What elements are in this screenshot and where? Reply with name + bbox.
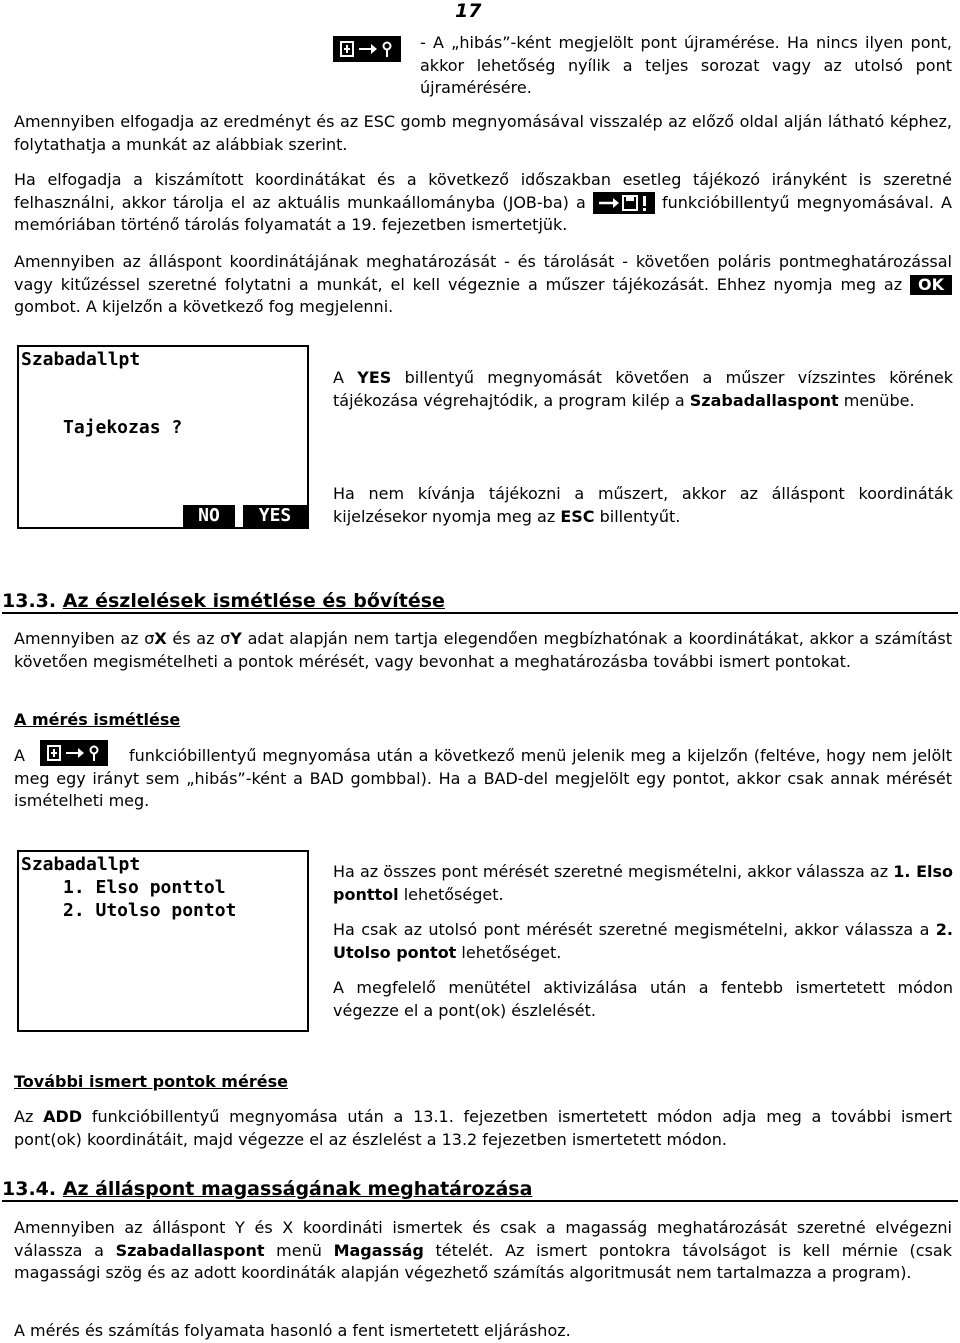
text: tételét. Az ismert pontokra távolságot is kell mérnie (csak magassági szög és az adott koordináták alapján végezhető számítás algoritmusát nem tartalmazza a program). xyxy=(14,1240,952,1282)
text: menü xyxy=(276,1240,322,1260)
paragraph-accept-result: Amennyiben elfogadja az eredményt és az ESC gomb megnyomásával visszalép az előző oldal alján látható képhez, folytathatja a munkát az alábbiak szerint. xyxy=(14,112,952,154)
text: A xyxy=(333,368,344,387)
add-key-label: ADD xyxy=(43,1107,83,1126)
option-label: 1. Elso ponttol xyxy=(333,862,953,904)
menu-name: Szabadallaspont xyxy=(115,1240,265,1260)
text: Amennyiben az álláspont Y és X koordináti ismertek és csak a magasság meghatározását szeretné elvégezni válassza a xyxy=(14,1218,952,1260)
paragraph-orientation xyxy=(14,251,952,319)
menu-option-last-point[interactable]: 2. Utolso pontot xyxy=(63,900,237,921)
section-number: 13.3. xyxy=(2,590,57,612)
text: billentyű megnyomását követően a műszer vízszintes körének tájékozása végrehajtódik, a program kilép a xyxy=(333,368,953,410)
screen-title: Szabadallpt xyxy=(21,854,141,875)
section-rule xyxy=(2,612,958,614)
yes-softkey[interactable]: YES xyxy=(243,505,307,527)
text: menübe. xyxy=(843,390,915,410)
menu-name: Szabadallaspont xyxy=(689,390,839,410)
option-label: 2. Utolso pontot xyxy=(333,920,953,962)
retake-item: - A „hibás”-ként megjelölt pont újramérése. Ha nincs ilyen pont, akkor lehetőség nyílik a teljes sorozat vagy az utolsó pont újramérésére. xyxy=(420,33,952,97)
section-title: Az észlelések ismétlése és bővítése xyxy=(62,590,445,612)
text: billentyűt. xyxy=(599,506,681,526)
menu-item-name: Magasság xyxy=(333,1240,424,1260)
para3-after: gombot. A kijelzőn a következő fog megjelenni. xyxy=(14,297,394,316)
text: adat alapján nem tartja elegendően megbízhatónak a koordinátákat, akkor a számítást követően megismételheti a pontok mérését, vagy bevonhat a meghatározásba további ismert pontokat. xyxy=(14,629,952,671)
display-screen-orientation xyxy=(17,345,309,529)
text: funkcióbillentyű megnyomása után a következő menü jelenik meg a kijelzőn (feltéve, hogy nem jelölt meg egy irányt sem „hibás”-ként a BAD gombbal). Ha a BAD-del megjelölt egy pontot, akkor csak annak mérését ismételheti meg. xyxy=(14,746,952,810)
paragraph-store-coordinates xyxy=(14,169,952,237)
text: Ha az összes pont mérését szeretné megismételni, akkor válassza az xyxy=(333,862,889,881)
subheading-more-points: További ismert pontok mérése xyxy=(14,1072,288,1091)
display-screen-repeat-menu xyxy=(17,850,309,1032)
para3-before: Amennyiben az álláspont koordinátájának meghatározását - és tárolását - követően poláris pontmeghatározással vagy kitűzéssel szeretné folytatni a munkát, el kell végeznie a műszer tájékozását. Ehhez nyomja meg az xyxy=(14,252,952,294)
paragraph-repeat-menu xyxy=(14,745,952,813)
sigma-y-label: Y xyxy=(230,629,242,648)
para2-after: funkcióbillentyű megnyomásával. A memóriában történő tárolás folyamatát a 19. fejezetben ismertetjük. xyxy=(14,192,952,234)
esc-key-label: ESC xyxy=(560,506,595,526)
page-number: 17 xyxy=(455,0,482,22)
paragraph-procedure: A mérés és számítás folyamata hasonló a fent ismertetett eljáráshoz. xyxy=(14,1321,571,1340)
yes-key-label: YES xyxy=(357,368,392,387)
section-number: 13.4. xyxy=(2,1178,57,1200)
text: és az xyxy=(172,629,215,648)
store-arrow-key-icon xyxy=(593,192,655,214)
paragraph-height-determination xyxy=(14,1217,952,1285)
subheading-repeat-measurement: A mérés ismétlése xyxy=(14,710,181,729)
screen-question: Tajekozas ? xyxy=(63,417,183,438)
activation-explanation: A megfelelő menütétel aktivizálása után a fentebb ismertetett módon végezze el a pont(ok) észlelését. xyxy=(333,978,953,1020)
screen-title: Szabadallpt xyxy=(21,349,141,370)
esc-explanation xyxy=(333,483,953,528)
option1-explanation xyxy=(333,861,953,906)
option2-explanation xyxy=(333,919,953,964)
text: Ha csak az utolsó pont mérését szeretné megismételni, akkor válassza a xyxy=(333,920,930,939)
yes-explanation xyxy=(333,367,953,412)
text: funkcióbillentyű megnyomása után a 13.1. fejezetben ismertetett módon adja meg a további ismert pont(ok) koordinátáit, majd végezze el az észlelést a 13.2 fejezetben ismertetett módon. xyxy=(14,1107,953,1149)
para2-before: Ha elfogadja a kiszámított koordinátákat és a következő időszakban esetleg tájékozó irányként is szeretné felhasználni, akkor tárolja el az aktuális munkaállományba (JOB-ba) a xyxy=(14,170,952,212)
measure-point-key-icon xyxy=(333,36,401,62)
section-heading-13-4 xyxy=(2,1178,532,1200)
section-rule xyxy=(2,1200,958,1202)
paragraph-add-points xyxy=(14,1106,952,1151)
sigma-symbol: σ xyxy=(220,629,231,648)
text: lehetőséget. xyxy=(461,942,562,962)
section-heading-13-3 xyxy=(2,590,445,612)
section-title: Az álláspont magasságának meghatározása xyxy=(62,1178,533,1200)
text: A xyxy=(14,746,25,765)
text: Amennyiben az xyxy=(14,629,139,648)
text: Ha nem kívánja tájékozni a műszert, akkor az álláspont koordináták kijelzésekor nyomja meg az xyxy=(333,484,953,526)
no-softkey[interactable]: NO xyxy=(183,505,235,527)
sigma-symbol: σ xyxy=(144,629,155,648)
menu-option-first-point[interactable]: 1. Elso ponttol xyxy=(63,877,226,898)
sigma-x-label: X xyxy=(154,629,167,648)
paragraph-reliability xyxy=(14,628,952,673)
text: Az xyxy=(14,1107,34,1126)
ok-key: OK xyxy=(910,275,952,295)
text: lehetőséget. xyxy=(403,884,504,904)
